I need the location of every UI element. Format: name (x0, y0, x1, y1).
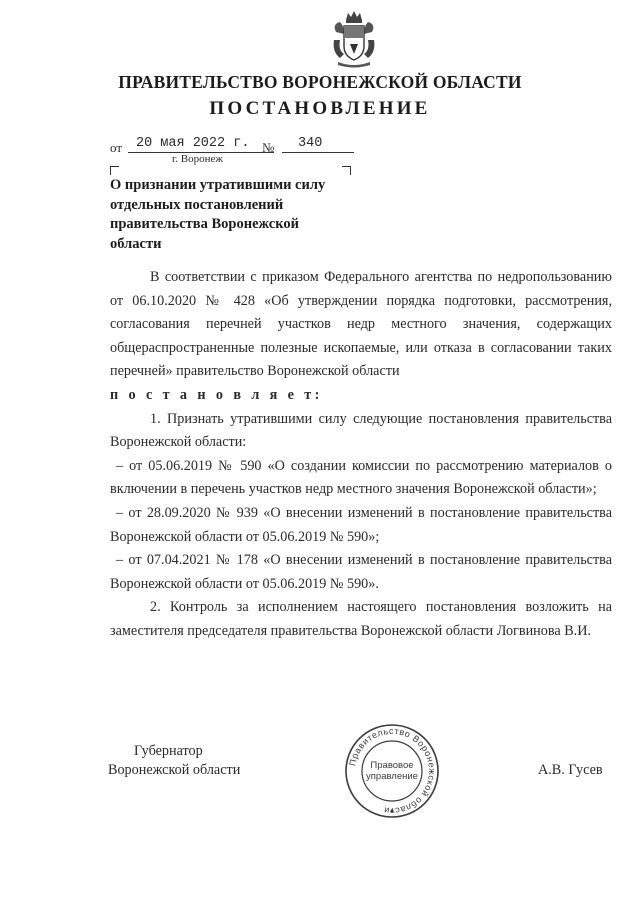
position-line-2: Воронежской области (108, 761, 241, 778)
signatory-position (108, 742, 240, 779)
position-line-1: Губернатор (134, 743, 203, 759)
document-type: ПОСТАНОВЛЕНИЕ (209, 98, 431, 119)
signatory-name: А.В. Гусев (538, 762, 603, 778)
sub-item-1: – от 05.06.2019 № 590 «О создании комиссии по рассмотрению материалов о включении в перечень участков недр местного значения Воронежской области»; (110, 457, 612, 498)
date-prefix: от (110, 140, 123, 155)
document-date: 20 мая 2022 г. (136, 136, 250, 151)
government-title: ПРАВИТЕЛЬСТВО ВОРОНЕЖСКОЙ ОБЛАСТИ (118, 72, 522, 92)
sub-item-3: – от 07.04.2021 № 178 «О внесении изменений в постановление правительства Воронежской области от 05.06.2019 № 590». (110, 552, 612, 592)
corner-bracket-left (110, 166, 119, 175)
stamp-inner-line-2: управление (366, 771, 418, 782)
number-prefix: № (262, 140, 275, 155)
sub-item-2: – от 28.09.2020 № 939 «О внесении изменений в постановление правительства Воронежской области от 05.06.2019 № 590»; (110, 504, 612, 545)
item-1: 1. Признать утратившими силу следующие постановления правительства Воронежской области: (110, 410, 612, 451)
document-number: 340 (298, 136, 323, 151)
coat-of-arms-icon (330, 10, 378, 68)
intro-paragraph: В соответствии с приказом Федерального агентства по недропользованию от 06.10.2020 № 428 «Об утверждении порядка подготовки, рассмотрения, согласования перечней участков недр местного значения, содержащих общераспространенные полезные ископаемые, или отказа в согласовании таких перечней» правительство Воронежской области (110, 269, 612, 380)
corner-bracket-right (342, 166, 351, 175)
stamp-outer-text: Правительство Воронежской облас и (347, 725, 438, 816)
document-body (110, 266, 612, 644)
city: г. Воронеж (172, 153, 223, 165)
decree-word: п о с т а н о в л я е т: (110, 386, 323, 403)
item-2: 2. Контроль за исполнением настоящего постановления возложить на заместителя председателя правительства Воронежской области Логвинова В.И. (110, 599, 612, 639)
official-stamp (343, 722, 441, 820)
stamp-inner-line-1: Правовое (370, 760, 414, 771)
document-subject: О признании утратившими силу отдельных постановлений правительства Воронежской области (110, 177, 326, 252)
